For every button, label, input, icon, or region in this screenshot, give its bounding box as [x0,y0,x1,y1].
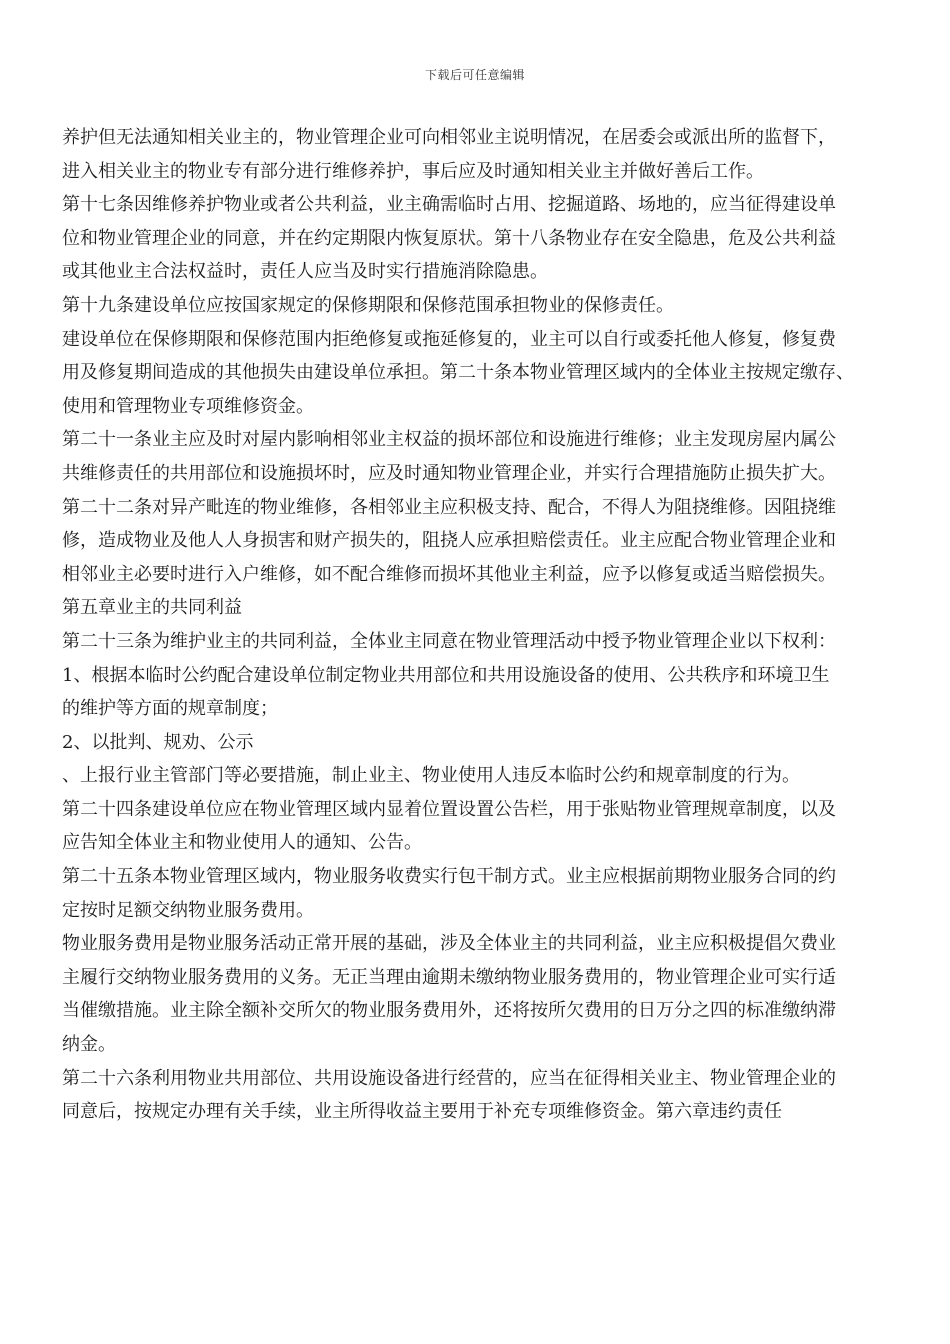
text-line: 定按时足额交纳物业服务费用。 [62,899,314,921]
text-line: 纳金。 [62,1034,116,1056]
chapter-heading: 第五章业主的共同利益 [62,597,242,619]
text-line: 1、根据本临时公约配合建设单位制定物业共用部位和共用设施设备的使用、公共秩序和环境卫生 [62,664,830,686]
text-line: 第二十五条本物业管理区域内，物业服务收费实行包干制方式。业主应根据前期物业服务合同的约 [62,866,836,888]
header-note: 下载后可任意编辑 [424,68,525,82]
text-line: 第二十二条对异产毗连的物业维修，各相邻业主应积极支持、配合，不得人为阻挠维修。因阻挠维 [62,496,836,518]
text-line: 同意后，按规定办理有关手续，业主所得收益主要用于补充专项维修资金。第六章违约责任 [62,1101,782,1123]
text-line: 或其他业主合法权益时，责任人应当及时实行措施消除隐患。 [62,261,548,283]
text-line: 当催缴措施。业主除全额补交所欠的物业服务费用外，还将按所欠费用的日万分之四的标准缴纳滞 [62,1000,836,1022]
text-line: 进入相关业主的物业专有部分进行维修养护，事后应及时通知相关业主并做好善后工作。 [62,160,764,182]
text-line: 、上报行业主管部门等必要措施，制止业主、物业使用人违反本临时公约和规章制度的行为。 [62,765,800,787]
text-line: 第十七条因维修养护物业或者公共利益，业主确需临时占用、挖掘道路、场地的，应当征得建设单 [62,194,836,216]
document-body [62,121,888,1129]
text-line: 的维护等方面的规章制度； [62,698,278,720]
text-line: 养护但无法通知相关业主的，物业管理企业可向相邻业主说明情况，在居委会或派出所的监督下， [62,127,836,148]
text-line: 相邻业主必要时进行入户维修，如不配合维修而损坏其他业主利益，应予以修复或适当赔偿损失。 [62,563,836,585]
text-line: 修，造成物业及他人人身损害和财产损失的，阻挠人应承担赔偿责任。业主应配合物业管理企业和 [62,530,836,552]
text-line: 共维修责任的共用部位和设施损坏时，应及时通知物业管理企业，并实行合理措施防止损失扩大。 [62,462,836,484]
text-line: 第二十六条利用物业共用部位、共用设施设备进行经营的，应当在征得相关业主、物业管理企业的 [62,1067,836,1089]
text-line: 使用和管理物业专项维修资金。 [62,395,314,417]
text-line: 2、以批判、规劝、公示 [62,731,254,753]
text-line: 第二十一条业主应及时对屋内影响相邻业主权益的损坏部位和设施进行维修；业主发现房屋内属公 [62,429,836,451]
text-line: 用及修复期间造成的其他损失由建设单位承担。第二十条本物业管理区域内的全体业主按规定缴存、 [62,362,854,384]
text-line: 位和物业管理企业的同意，并在约定期限内恢复原状。第十八条物业存在安全隐患，危及公共利益 [62,227,836,249]
text-line: 应告知全体业主和物业使用人的通知、公告。 [62,832,422,854]
text-line: 物业服务费用是物业服务活动正常开展的基础，涉及全体业主的共同利益，业主应积极提倡欠费业 [62,933,836,955]
text-line: 建设单位在保修期限和保修范围内拒绝修复或拖延修复的，业主可以自行或委托他人修复，修复费 [62,328,836,350]
text-line: 主履行交纳物业服务费用的义务。无正当理由逾期未缴纳物业服务费用的，物业管理企业可实行适 [62,966,836,988]
text-line: 第十九条建设单位应按国家规定的保修期限和保修范围承担物业的保修责任。 [62,294,674,316]
text-line: 第二十四条建设单位应在物业管理区域内显着位置设置公告栏，用于张贴物业管理规章制度，以及 [62,798,836,820]
text-line: 第二十三条为维护业主的共同利益，全体业主同意在物业管理活动中授予物业管理企业以下权利： [62,630,836,652]
